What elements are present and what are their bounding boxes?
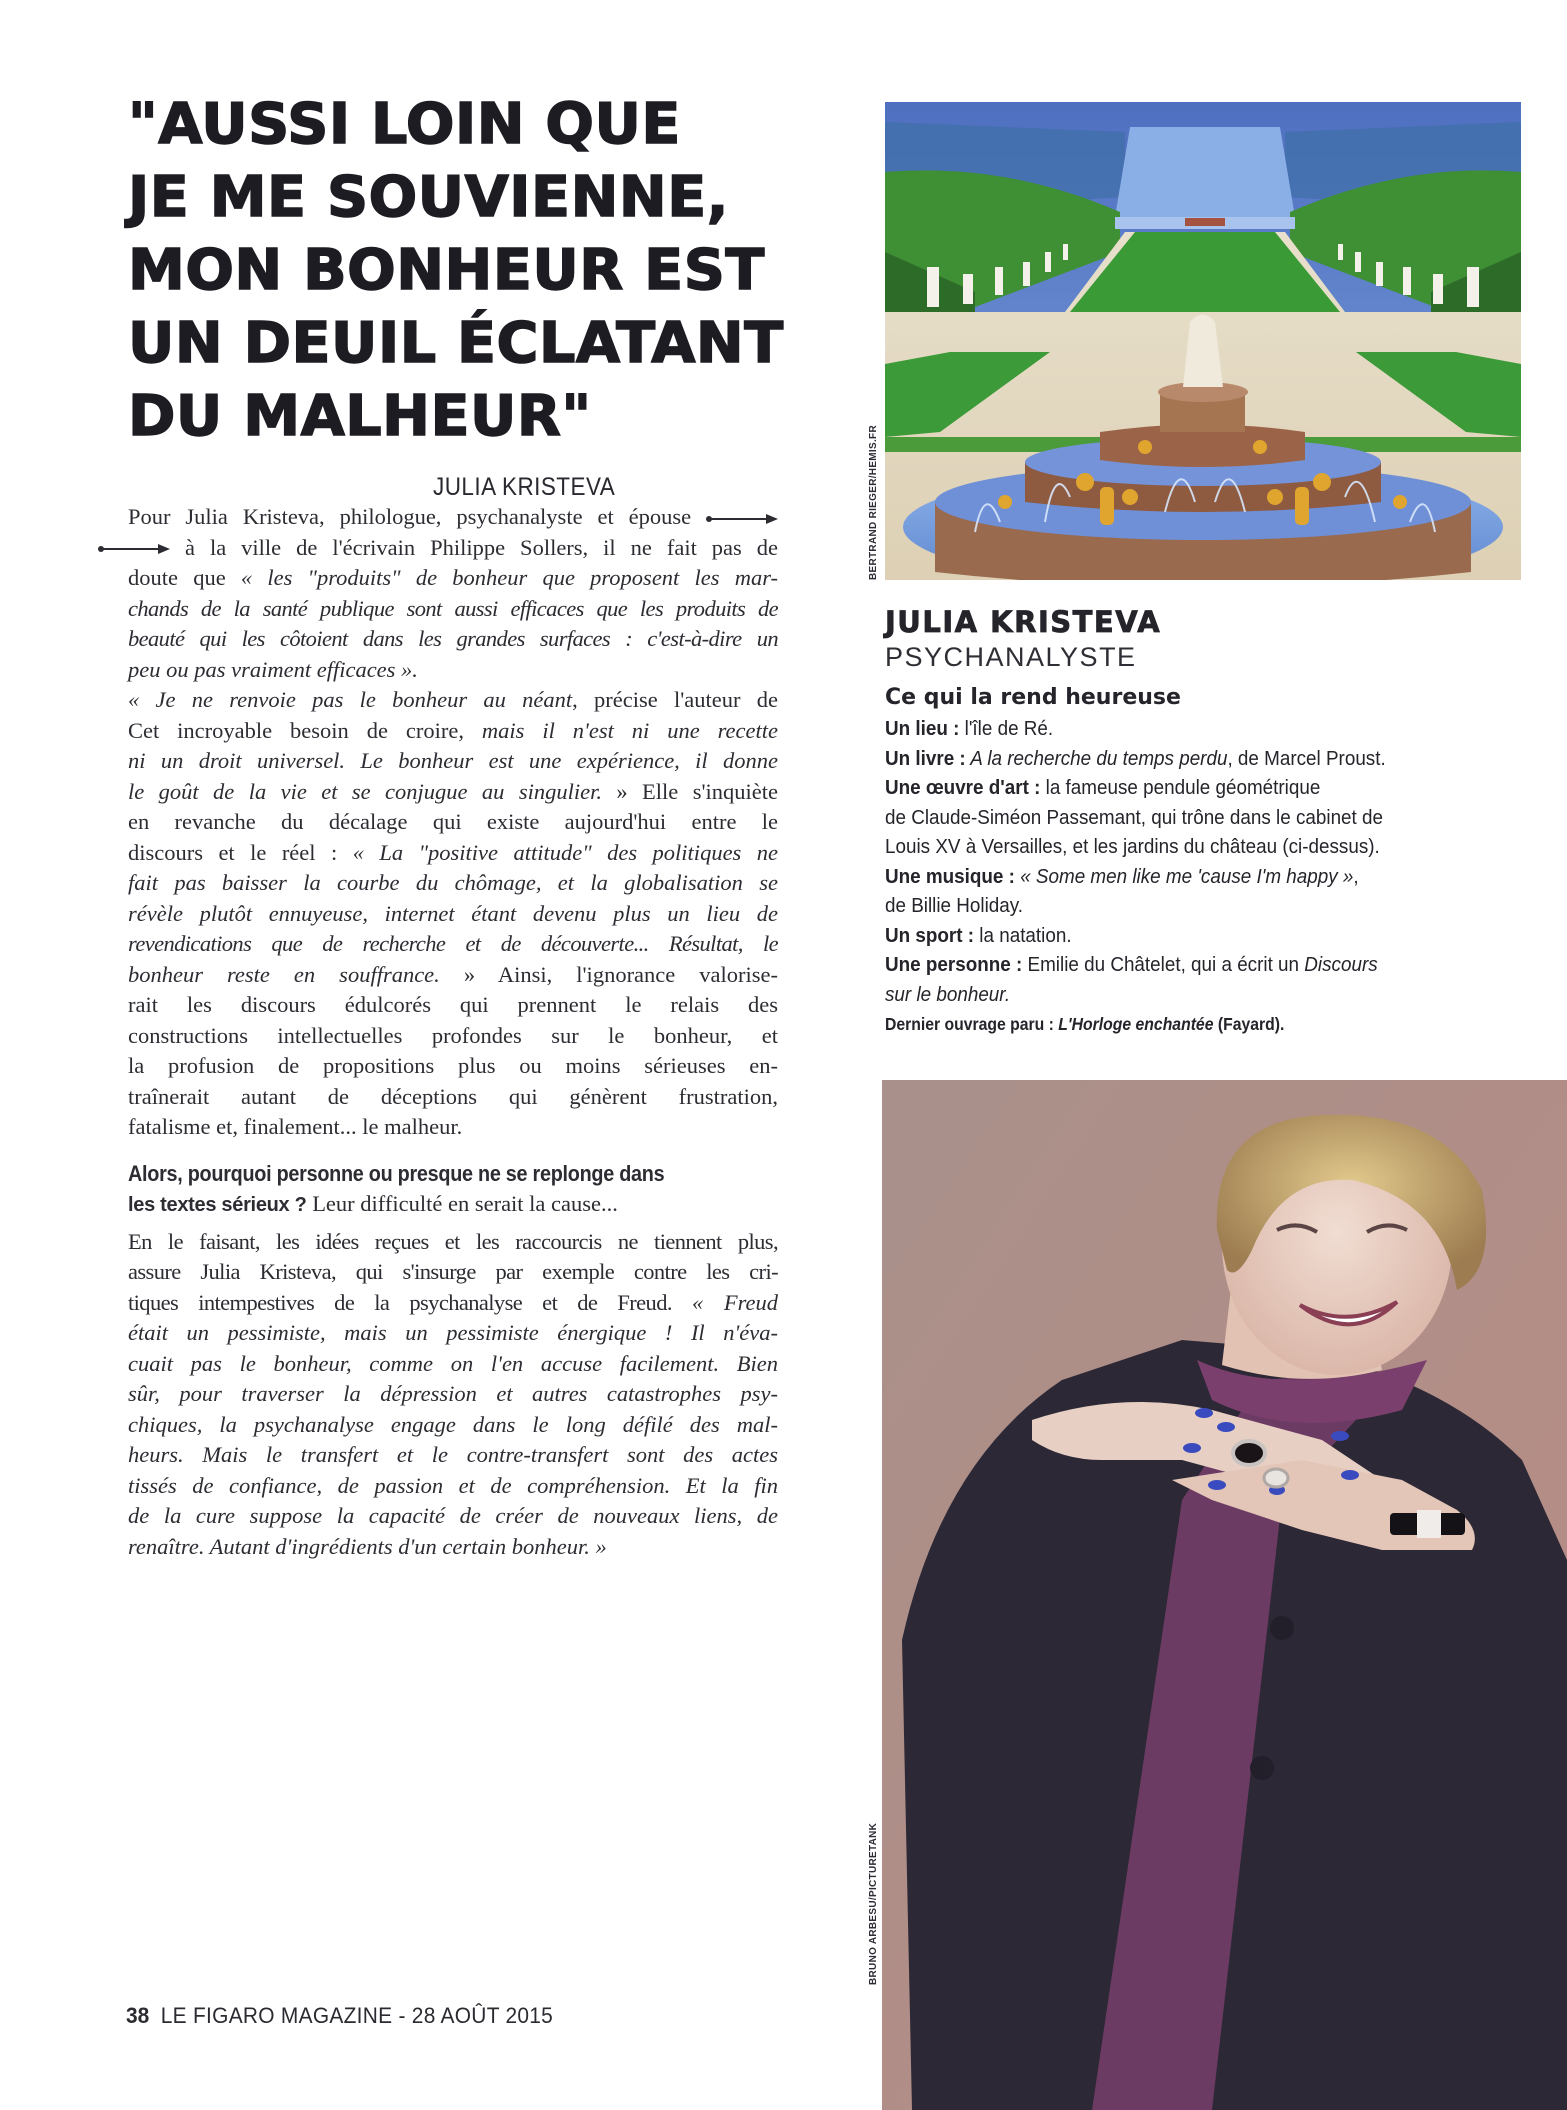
item-value: l'île de Ré.: [959, 717, 1054, 740]
quote-text: chiques, la psychanalyse engage dans le long défilé des mal-: [128, 1411, 778, 1437]
headline-line: "AUSSI LOIN QUE: [128, 92, 681, 157]
black-ring: [1233, 1441, 1265, 1465]
text: traînerait autant de déceptions qui génèrent frustration,: [128, 1083, 778, 1109]
quote-text: renaître. Autant d'ingrédients d'un certain bonheur. »: [128, 1533, 607, 1559]
quote-text: cuait pas le bonheur, comme on l'en accuse facilement. Bien: [128, 1350, 778, 1376]
item-label: Une personne :: [885, 953, 1023, 976]
quote-text: sûr, pour traverser la dépression et autres catastrophes psy-: [128, 1381, 778, 1406]
item-value-continued: de Claude-Siméon Passemant, qui trône dans le cabinet de: [885, 805, 1384, 829]
quote-text: beauté qui les côtoient dans les grandes surfaces : c'est-à-dire un: [128, 626, 778, 651]
arrow-right-icon: [706, 514, 778, 524]
quote-text: révèle plutôt ennuyeuse, internet étant devenu plus un lieu de: [128, 900, 778, 926]
photo-credit-top: BERTRAND RIEGER/HEMIS.FR: [868, 425, 879, 580]
quote-text: « les "produits" de bonheur que proposent les mar-: [240, 565, 778, 590]
item-title: Discours: [1304, 953, 1378, 976]
text: tiques intempestives de la psychanalyse et de Freud.: [128, 1289, 692, 1315]
favorites-heading: Ce qui la rend heureuse: [885, 685, 1181, 710]
publication-date: LE FIGARO MAGAZINE - 28 AOÛT 2015: [160, 2003, 554, 2028]
item-title: « Some men like me 'cause I'm happy »: [1014, 864, 1354, 888]
profile-name: JULIA KRISTEVA: [885, 605, 1162, 639]
item-value: la fameuse pendule géométrique: [1040, 776, 1321, 799]
versailles-illustration: [885, 102, 1521, 580]
grand-canal: [1115, 127, 1295, 217]
item-label: Un lieu :: [885, 717, 960, 740]
item-value-continued: [885, 980, 1529, 1010]
quote-text: « Je ne renvoie pas le bonheur au néant: [128, 687, 573, 712]
item-title: A la recherche du temps perdu: [965, 746, 1228, 770]
latest-title: L'Horloge enchantée: [1058, 1014, 1214, 1034]
headline-line: MON BONHEUR EST: [128, 238, 765, 303]
subheading: les textes sérieux ?: [128, 1194, 307, 1216]
quote-text: était un pessimiste, mais un pessimiste énergique ! Il n'éva-: [128, 1320, 778, 1345]
headline-line: UN DEUIL ÉCLATANT: [128, 311, 784, 376]
page-number: 38: [126, 2003, 150, 2028]
latest-publisher: (Fayard).: [1213, 1014, 1285, 1034]
text: rait les discours édulcorés qui prennent le relais des: [128, 992, 778, 1017]
quote-text: peu ou pas vraiment efficaces ».: [128, 656, 418, 682]
text: , précise l'auteur de: [572, 687, 778, 712]
favorite-artwork: [885, 773, 1529, 803]
page-footer: [126, 2003, 553, 2029]
arrow-right-icon: [98, 544, 170, 554]
quote-text: revendications que de recherche et de découverte... Résultat, le: [128, 931, 778, 956]
headline-quote: [128, 88, 862, 453]
favorite-sport: [885, 921, 1529, 951]
latest-label: Dernier ouvrage paru :: [885, 1014, 1059, 1034]
white-ring: [1264, 1469, 1288, 1487]
text: » Elle s'inquiète: [601, 778, 778, 804]
headline-line: DU MALHEUR": [128, 384, 592, 449]
quote-text: fait pas baisser la courbe du chômage, et la globalisation se: [128, 870, 778, 895]
text: constructions intellectuelles profondes sur le bonheur, et: [128, 1022, 778, 1048]
profile-box: [885, 604, 1545, 1039]
quote-text: tissés de confiance, de passion et de compréhension. Et la fin: [128, 1472, 778, 1498]
quote-text: bonheur reste en souffrance.: [128, 961, 440, 987]
text: » Ainsi, l'ignorance valorise-: [439, 961, 779, 987]
julia-kristeva-portrait-photo: [882, 1080, 1567, 2110]
quote-text: « Freud: [691, 1289, 778, 1315]
paragraph-question: [128, 1159, 778, 1221]
favorites-list: [885, 714, 1529, 1009]
item-value: Emilie du Châtelet, qui a écrit un: [1022, 953, 1305, 976]
text: discours et le réel :: [128, 839, 353, 865]
item-title: sur le bonheur.: [885, 982, 1011, 1006]
versailles-gardens-photo: [885, 102, 1521, 580]
quote-text: le goût de la vie et se conjugue au singulier.: [128, 778, 602, 804]
item-value-continued: de Billie Holiday.: [885, 894, 1024, 917]
paragraph-freud: [128, 1227, 778, 1563]
paragraph-bonheur: [128, 685, 778, 1143]
text: doute que: [128, 565, 241, 590]
text: Cet incroyable besoin de croire,: [128, 717, 482, 743]
item-value: la natation.: [974, 923, 1072, 947]
item-value: , de Marcel Proust.: [1227, 746, 1386, 770]
text: la profusion de propositions plus ou moins sérieuses en-: [128, 1053, 778, 1078]
item-label: Une musique :: [885, 864, 1015, 888]
favorite-place: [885, 714, 1529, 744]
text: Pour Julia Kristeva, philologue, psychanalyste et épouse: [128, 504, 692, 529]
item-value-continued: Louis XV à Versailles, et les jardins du château (ci-dessus).: [885, 835, 1380, 858]
favorite-book: [885, 744, 1529, 774]
text: en revanche du décalage qui existe aujourd'hui entre le: [128, 809, 778, 834]
quote-text: de la cure suppose la capacité de créer de nouveaux liens, de: [128, 1503, 778, 1528]
byline-author: JULIA KRISTEVA: [433, 473, 616, 501]
item-value: ,: [1353, 864, 1359, 888]
portrait-illustration: [882, 1080, 1567, 2110]
quote-text: « La "positive attitude" des politiques ne: [352, 839, 778, 865]
text: à la ville de l'écrivain Philippe Sollers, il ne fait pas de: [184, 534, 779, 560]
quote-text: mais il n'est ni une recette: [481, 717, 778, 743]
favorite-music: [885, 862, 1529, 892]
profile-role: PSYCHANALYSTE: [885, 642, 1137, 672]
headline-line: JE ME SOUVIENNE,: [128, 165, 729, 230]
article-body: [128, 502, 778, 1562]
text: assure Julia Kristeva, qui s'insurge par exemple contre les cri-: [128, 1259, 778, 1284]
item-label: Un livre :: [885, 746, 966, 770]
text: Leur difficulté en serait la cause...: [306, 1191, 618, 1216]
latest-book: [885, 1009, 1479, 1039]
subheading: Alors, pourquoi personne ou presque ne se replonge dans: [128, 1160, 665, 1186]
quote-text: ni un droit universel. Le bonheur est une expérience, il donne: [128, 748, 778, 773]
item-label: Une œuvre d'art :: [885, 776, 1041, 799]
quote-text: heurs. Mais le transfert et le contre-transfert sont des actes: [128, 1442, 778, 1467]
quote-text: chands de la santé publique sont aussi efficaces que les produits de: [128, 595, 778, 621]
photo-credit-portrait: BRUNO ARBESU/PICTURETANK: [868, 1822, 879, 1985]
favorite-person: [885, 950, 1529, 980]
text: fatalisme et, finalement... le malheur.: [128, 1114, 463, 1139]
item-label: Un sport :: [885, 923, 975, 947]
paragraph-intro: [128, 502, 778, 685]
text: En le faisant, les idées reçues et les raccourcis ne tiennent plus,: [128, 1228, 778, 1254]
